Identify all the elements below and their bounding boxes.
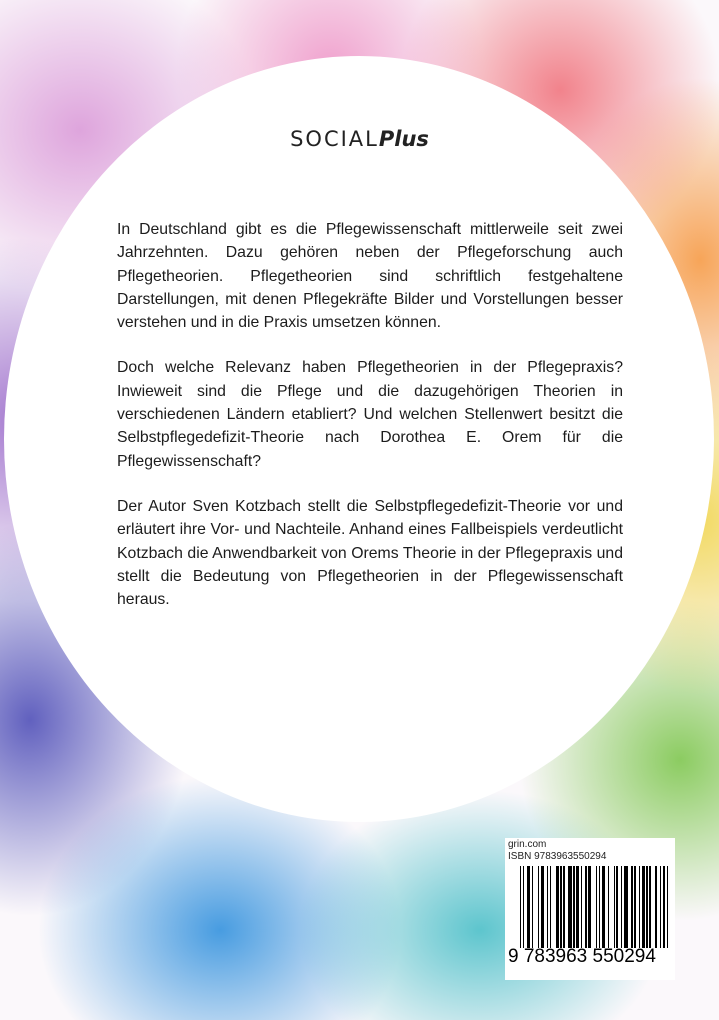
publisher-logo	[0, 127, 719, 151]
logo-social: SOCIAL	[290, 127, 379, 151]
publisher-url: grin.com	[508, 839, 547, 850]
blurb-text	[117, 218, 623, 633]
barcode-gap	[668, 866, 669, 948]
barcode-bars	[520, 866, 670, 948]
paragraph-1: In Deutschland gibt es die Pflegewissenschaft mittlerweile seit zwei Jahrzehnten. Dazu gehören neben der Pflegeforschung auch Pflegetheorien. Pflegetheorien sind schriftlich festgehaltene Darstellungen, mit denen Pflegekräfte Bilder und Vorstellungen besser verstehen und in die Praxis umsetzen können.	[117, 221, 623, 332]
barcode-digits: 9 783963 550294	[508, 946, 656, 967]
paragraph-2: Doch welche Relevanz haben Pflegetheorien in der Pflegepraxis? Inwieweit sind die Pflege und die dazugehörigen Theorien in verschiedenen Ländern etabliert? Und welchen Stellenwert besitzt die Selbstpflegedefizit-Theorie nach Dorothea E. Orem für die Pflegewissenschaft?	[117, 359, 623, 470]
isbn-label: ISBN 9783963550294	[508, 851, 607, 862]
paragraph-3: Der Autor Sven Kotzbach stellt die Selbstpflegedefizit-Theorie vor und erläutert ihre Vor- und Nachteile. Anhand eines Fallbeispiels verdeutlicht Kotzbach die Anwendbarkeit von Orems Theorie in der Pflegepraxis und stellt die Bedeutung von Pflegetheorien in der Pflegewissenschaft heraus.	[117, 497, 623, 609]
logo-plus: Plus	[378, 127, 429, 151]
